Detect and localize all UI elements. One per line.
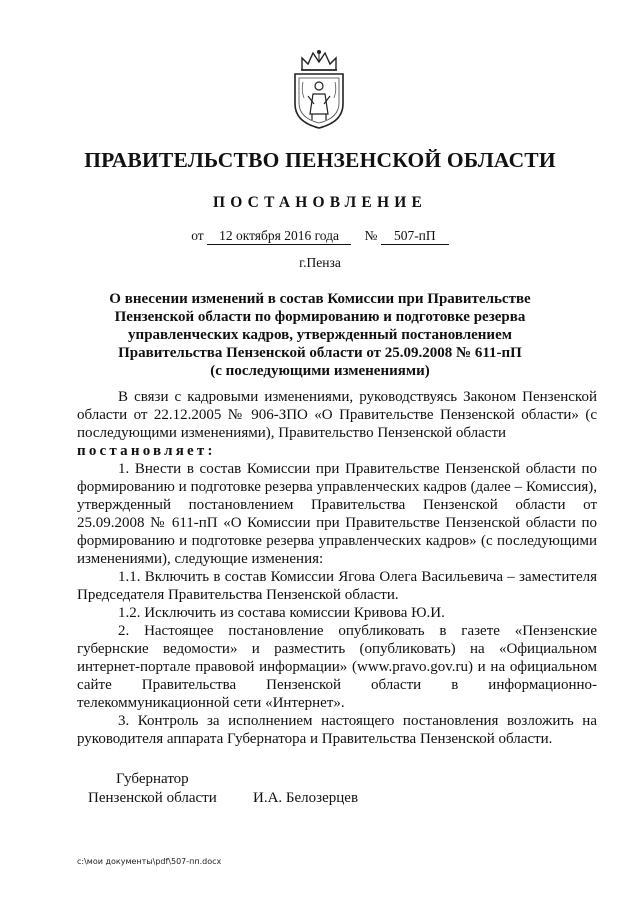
document-body (77, 388, 597, 748)
date-number-line (0, 228, 640, 245)
doc-date: 12 октября 2016 года (207, 228, 351, 245)
subject-line: Пензенской области по формированию и подготовке резерва (114, 309, 526, 325)
date-prefix: от (191, 228, 204, 243)
number-prefix: № (364, 228, 378, 243)
footer-file-path: c:\мои документы\pdf\507-пп.docx (77, 857, 222, 866)
city: г.Пенза (299, 255, 341, 270)
paragraph-1: 1. Внести в состав Комиссии при Правительстве Пензенской области по формированию и подготовке резерва управленческих кадров (далее – Комиссия), утвержденный постановлением Правительства Пензенской области от 25.09.2008 № 611-пП «О Комиссии при Правительстве Пензенской области по формированию и подготовке резерва управленческих кадров» (с последующими изменениями), следующие изменения: (77, 461, 597, 567)
doc-type-title: ПОСТАНОВЛЕНИЕ (212, 194, 428, 211)
subject-line: (с последующими изменениями) (210, 363, 430, 379)
signatory-position-line: Губернатор (116, 771, 189, 787)
signatory-position (88, 770, 217, 808)
signatory-position-line: Пензенской области (88, 790, 217, 806)
coat-of-arms-icon (288, 48, 350, 130)
subject-line: Правительства Пензенской области от 25.09.2008 № 611-пП (118, 345, 522, 361)
paragraph-1-1: 1.1. Включить в состав Комиссии Ягова Олега Васильевича – заместителя Председателя Правительства Пензенской области. (77, 569, 597, 603)
paragraph-2: 2. Настоящее постановление опубликовать в газете «Пензенские губернские ведомости» и разместить (опубликовать) на «Официальном интернет-портале правовой информации» (www.pravo.gov.ru) и на официальном сайте Правительства Пензенской области в информационно-телекоммуникационной сети «Интернет». (77, 623, 597, 711)
preamble-paragraph: В связи с кадровыми изменениями, руководствуясь Законом Пензенской области от 22.12.2005 № 906-ЗПО «О Правительстве Пензенской области» (с последующими изменениями), Правительство Пензенской области (77, 389, 597, 441)
paragraph-1-2: 1.2. Исключить из состава комиссии Кривова Ю.И. (118, 605, 445, 621)
paragraph-3: 3. Контроль за исполнением настоящего постановления возложить на руководителя аппарата Губернатора и Правительства Пензенской области. (77, 713, 597, 747)
subject-line: О внесении изменений в состав Комиссии при Правительстве (109, 291, 531, 307)
signatory-name: И.А. Белозерцев (253, 790, 359, 806)
subject-block (100, 290, 540, 380)
org-title: ПРАВИТЕЛЬСТВО ПЕНЗЕНСКОЙ ОБЛАСТИ (84, 148, 556, 172)
resolves-word: постановляет: (77, 443, 216, 459)
subject-line: управленческих кадров, утвержденный постановлением (128, 327, 512, 343)
doc-number: 507-пП (381, 228, 449, 245)
